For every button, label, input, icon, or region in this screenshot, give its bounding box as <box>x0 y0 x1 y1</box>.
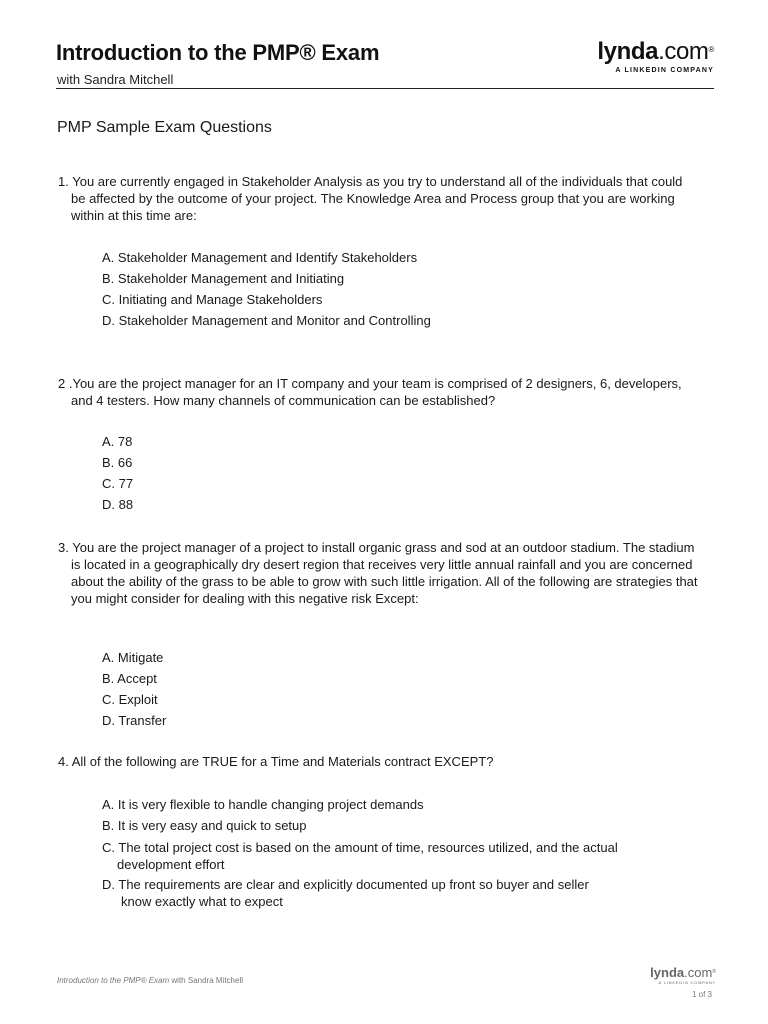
question-number: 2 . <box>58 376 73 391</box>
footer-logo-tagline: A LINKEDIN COMPANY <box>658 980 716 985</box>
header-divider <box>56 88 714 89</box>
logo-tagline: A LINKEDIN COMPANY <box>615 67 714 74</box>
option-a: A. 78 <box>102 434 133 449</box>
question-text: All of the following are TRUE for a Time and Materials contract EXCEPT? <box>71 754 494 769</box>
question-1-options <box>102 247 431 331</box>
option-d: D. Transfer <box>102 713 167 728</box>
question-text: You are the project manager for an IT company and your team is comprised of 2 designers, 6, developers, and 4 testers. How many channels of communication can be established? <box>71 376 682 408</box>
question-text: You are currently engaged in Stakeholder Analysis as you try to understand all of the individuals that could be affected by the outcome of your project. The Knowledge Area and Process group that you are working within at this time are: <box>71 174 683 223</box>
option-d: D. 88 <box>102 497 134 512</box>
footer-course-title: Introduction to the PMP® Exam <box>57 976 170 985</box>
footer-lynda-logo <box>650 966 716 985</box>
option-d-line-1: D. The requirements are clear and explicitly documented up front so buyer and seller <box>102 877 589 892</box>
question-text: You are the project manager of a project to install organic grass and sod at an outdoor stadium. The stadium is located in a geographically dry desert region that receives very little annual rainfall and you are concerned about the ability of the grass to be able to grow with such little irrigation. All of the following are strategies that you might consider for dealing with this negative risk Except: <box>71 540 698 606</box>
logo-wordmark: lynda <box>597 38 659 65</box>
footer-author: with Sandra Mitchell <box>171 976 243 985</box>
document-title: Introduction to the PMP® Exam <box>56 40 380 65</box>
option-b: B. Stakeholder Management and Initiating <box>102 271 345 286</box>
footer-logo-suffix: .com <box>684 965 713 980</box>
option-d <box>102 876 662 910</box>
page-number: 1 of 3 <box>691 990 712 999</box>
question-number: 4. <box>58 754 69 769</box>
option-b: B. 66 <box>102 455 133 470</box>
logo-registered-mark: ® <box>708 45 714 54</box>
option-d-line-2: know exactly what to expect <box>121 894 283 909</box>
option-c: C. Initiating and Manage Stakeholders <box>102 292 323 307</box>
question-3-options <box>102 647 166 731</box>
option-a: A. Stakeholder Management and Identify Stakeholders <box>102 250 418 265</box>
footer-logo-registered-mark: ® <box>712 969 716 975</box>
question-1 <box>58 173 698 224</box>
option-a: A. Mitigate <box>102 650 164 665</box>
question-3 <box>58 539 698 607</box>
option-c: C. Exploit <box>102 692 158 707</box>
footer-course-line <box>57 976 243 985</box>
option-c <box>102 839 662 873</box>
logo-suffix: .com <box>658 38 709 65</box>
question-4-options <box>102 794 662 911</box>
question-number: 1. <box>58 174 69 189</box>
section-title: PMP Sample Exam Questions <box>57 119 272 136</box>
option-d: D. Stakeholder Management and Monitor and Controlling <box>102 313 431 328</box>
option-b: B. It is very easy and quick to setup <box>102 818 307 833</box>
author-line: with Sandra Mitchell <box>57 72 174 87</box>
option-a: A. It is very flexible to handle changing project demands <box>102 797 424 812</box>
question-4 <box>58 753 698 770</box>
lynda-logo <box>597 40 714 74</box>
question-2-options <box>102 431 133 515</box>
option-c: C. 77 <box>102 476 134 491</box>
question-2 <box>58 375 698 409</box>
option-c-line-2: development effort <box>117 857 225 872</box>
option-b: B. Accept <box>102 671 157 686</box>
question-number: 3. <box>58 540 69 555</box>
option-c-line-1: C. The total project cost is based on the amount of time, resources utilized, and the actual <box>102 840 618 855</box>
footer-logo-wordmark: lynda <box>650 965 685 980</box>
